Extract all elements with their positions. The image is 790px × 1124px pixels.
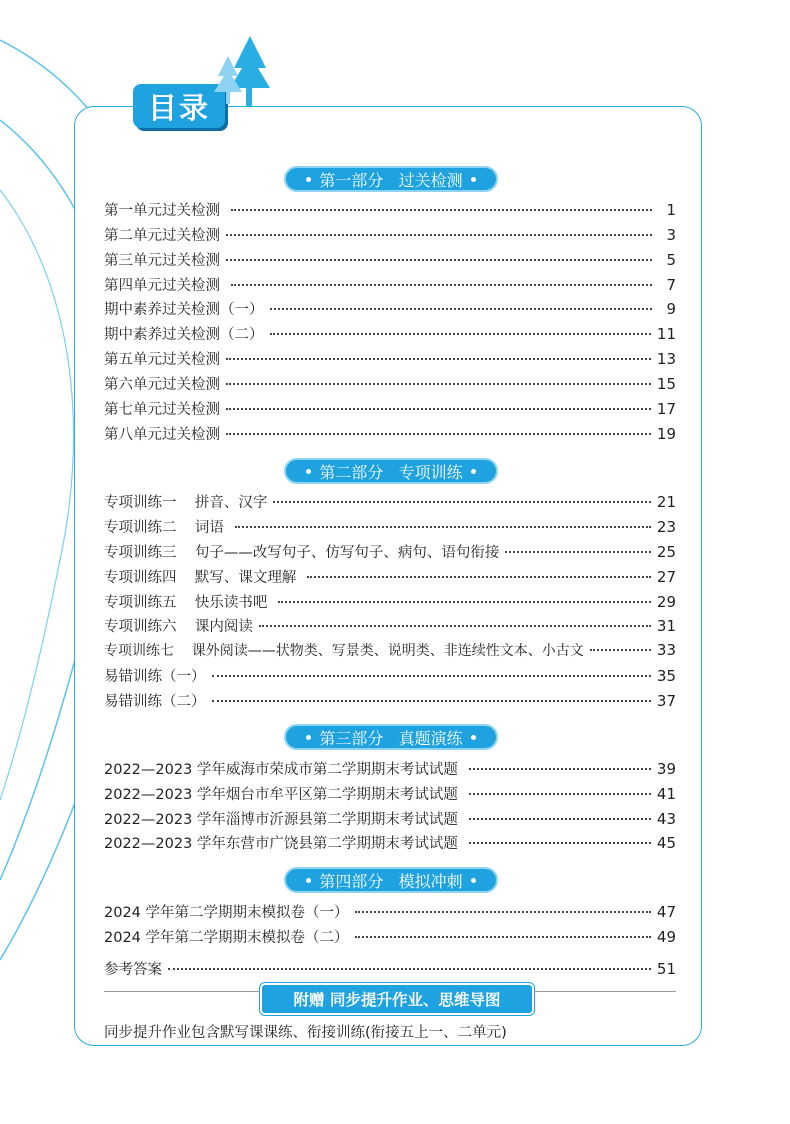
- page-number: 47: [656, 903, 676, 921]
- toc-entry[interactable]: [104, 541, 676, 563]
- dot-leader: [270, 333, 651, 335]
- entry-title: 专项训练七 课外阅读——状物类、写景类、说明类、非连续性文本、小古文: [104, 643, 584, 659]
- toc-entry[interactable]: [104, 615, 676, 637]
- toc-entry[interactable]: [104, 926, 676, 948]
- page-number: 37: [656, 692, 676, 710]
- entry-title: 专项训练四 默写、课文理解: [104, 570, 302, 586]
- page-number: 7: [666, 276, 676, 294]
- toc-entry[interactable]: [104, 758, 676, 780]
- entry-title: 第五单元过关检测: [104, 352, 220, 368]
- toc-entry[interactable]: [104, 566, 676, 588]
- dot-leader: [231, 209, 652, 211]
- toc-entry[interactable]: [104, 249, 676, 271]
- toc-entry[interactable]: [104, 516, 676, 538]
- entry-title: 易错训练（一）: [104, 669, 206, 685]
- section-header-4: [284, 867, 498, 893]
- dot-leader: [469, 818, 651, 820]
- page-number: 19: [656, 425, 676, 443]
- entry-title: 2022—2023 学年烟台市牟平区第二学期期末考试试题: [104, 787, 463, 803]
- page-number: 1: [666, 201, 676, 219]
- entry-title: 参考答案: [104, 962, 162, 978]
- entry-title: 第二单元过关检测: [104, 228, 220, 244]
- bullet-dot: [306, 878, 311, 883]
- dot-leader: [307, 576, 651, 578]
- entry-title: 专项训练一 拼音、汉字: [104, 495, 268, 511]
- page-number: 39: [656, 760, 676, 778]
- page-number: 31: [656, 617, 676, 635]
- dot-leader: [226, 408, 651, 410]
- entry-title: 第七单元过关检测: [104, 402, 220, 418]
- page-number: 35: [656, 667, 676, 685]
- page-number: 9: [666, 300, 676, 318]
- toc-entry[interactable]: [104, 199, 676, 221]
- toc-entry[interactable]: [104, 491, 676, 513]
- toc-entry[interactable]: [104, 224, 676, 246]
- toc-entry[interactable]: [104, 398, 676, 420]
- page-number: 41: [656, 785, 676, 803]
- section-title: 第一部分 过关检测: [319, 170, 463, 190]
- page-number: 17: [656, 400, 676, 418]
- entry-title: 第三单元过关检测: [104, 253, 220, 269]
- toc-entry[interactable]: [104, 323, 676, 345]
- section-header-3: [284, 724, 498, 750]
- dot-leader: [469, 768, 651, 770]
- toc-entry[interactable]: [104, 423, 676, 445]
- dot-leader: [168, 968, 651, 970]
- dot-leader: [212, 700, 651, 702]
- dot-leader: [226, 259, 652, 261]
- entry-title: 期中素养过关检测（一）: [104, 302, 264, 318]
- dot-leader: [212, 675, 651, 677]
- dot-leader: [355, 936, 651, 938]
- entry-title: 2024 学年第二学期期末模拟卷（一）: [104, 905, 349, 921]
- toc-entry[interactable]: [104, 783, 676, 805]
- entry-title: 专项训练五 快乐读书吧: [104, 595, 273, 611]
- entry-title: 2024 学年第二学期期末模拟卷（二）: [104, 930, 349, 946]
- entry-title: 第四单元过关检测: [104, 278, 225, 294]
- entry-title: 专项训练六 课内阅读: [104, 619, 253, 635]
- toc-entry[interactable]: [104, 298, 676, 320]
- page-number: 51: [656, 960, 676, 978]
- supplement-note: 同步提升作业包含默写课课练、衔接训练(衔接五上一、二单元): [104, 1025, 507, 1041]
- entry-title: 第一单元过关检测: [104, 203, 225, 219]
- section-header-1: [284, 166, 498, 192]
- page-number: 25: [656, 543, 676, 561]
- bullet-dot: [471, 469, 476, 474]
- bullet-dot: [306, 177, 311, 182]
- dot-leader: [469, 793, 651, 795]
- dot-leader: [590, 649, 651, 651]
- section-title: 第三部分 真题演练: [319, 728, 463, 748]
- dot-leader: [226, 234, 652, 236]
- entry-title: 第八单元过关检测: [104, 427, 220, 443]
- dot-leader: [226, 358, 651, 360]
- toc-entry[interactable]: [104, 274, 676, 296]
- entry-title: 期中素养过关检测（二）: [104, 327, 264, 343]
- page-number: 49: [656, 928, 676, 946]
- entry-title: 第六单元过关检测: [104, 377, 220, 393]
- page-number: 27: [656, 568, 676, 586]
- toc-entry[interactable]: [104, 690, 676, 712]
- pine-trees-icon: [212, 34, 274, 110]
- page-number: 11: [656, 325, 676, 343]
- page-number: 5: [666, 251, 676, 269]
- bullet-dot: [471, 878, 476, 883]
- page-number: 15: [656, 375, 676, 393]
- gift-banner: 附赠 同步提升作业、思维导图: [262, 985, 532, 1013]
- dot-leader: [469, 842, 651, 844]
- toc-entry[interactable]: [104, 591, 676, 613]
- entry-title: 2022—2023 学年淄博市沂源县第二学期期末考试试题: [104, 812, 463, 828]
- toc-entry[interactable]: [104, 640, 676, 662]
- dot-leader: [226, 383, 651, 385]
- toc-entry[interactable]: [104, 665, 676, 687]
- page-number: 43: [656, 810, 676, 828]
- dot-leader: [235, 526, 651, 528]
- page-number: 33: [656, 641, 676, 659]
- toc-entry[interactable]: [104, 348, 676, 370]
- dot-leader: [226, 433, 651, 435]
- bullet-dot: [306, 469, 311, 474]
- entry-title: 易错训练（二）: [104, 694, 206, 710]
- toc-entry[interactable]: [104, 958, 676, 980]
- page-number: 23: [656, 518, 676, 536]
- entry-title: 专项训练三 句子——改写句子、仿写句子、病句、语句衔接: [104, 545, 500, 561]
- dot-leader: [259, 625, 651, 627]
- dot-leader: [278, 601, 651, 603]
- dot-leader: [355, 911, 651, 913]
- page-number: 3: [666, 226, 676, 244]
- entry-title: 2022—2023 学年东营市广饶县第二学期期末考试试题: [104, 836, 463, 852]
- entry-title: 2022—2023 学年威海市荣成市第二学期期末考试试题: [104, 762, 463, 778]
- bullet-dot: [471, 735, 476, 740]
- bullet-dot: [471, 177, 476, 182]
- dot-leader: [231, 284, 652, 286]
- toc-entry[interactable]: [104, 901, 676, 923]
- section-header-2: [284, 458, 498, 484]
- section-title: 第四部分 模拟冲刺: [319, 871, 463, 891]
- entry-title: 专项训练二 词语: [104, 520, 229, 536]
- toc-entry[interactable]: [104, 808, 676, 830]
- dot-leader: [505, 551, 650, 553]
- dot-leader: [270, 308, 653, 310]
- toc-entry[interactable]: [104, 373, 676, 395]
- dot-leader: [273, 501, 650, 503]
- page-number: 21: [656, 493, 676, 511]
- page-number: 13: [656, 350, 676, 368]
- section-title: 第二部分 专项训练: [319, 462, 463, 482]
- page-title: 目录: [133, 84, 225, 128]
- toc-entry[interactable]: [104, 832, 676, 854]
- page-number: 45: [656, 834, 676, 852]
- bullet-dot: [306, 735, 311, 740]
- page-number: 29: [656, 593, 676, 611]
